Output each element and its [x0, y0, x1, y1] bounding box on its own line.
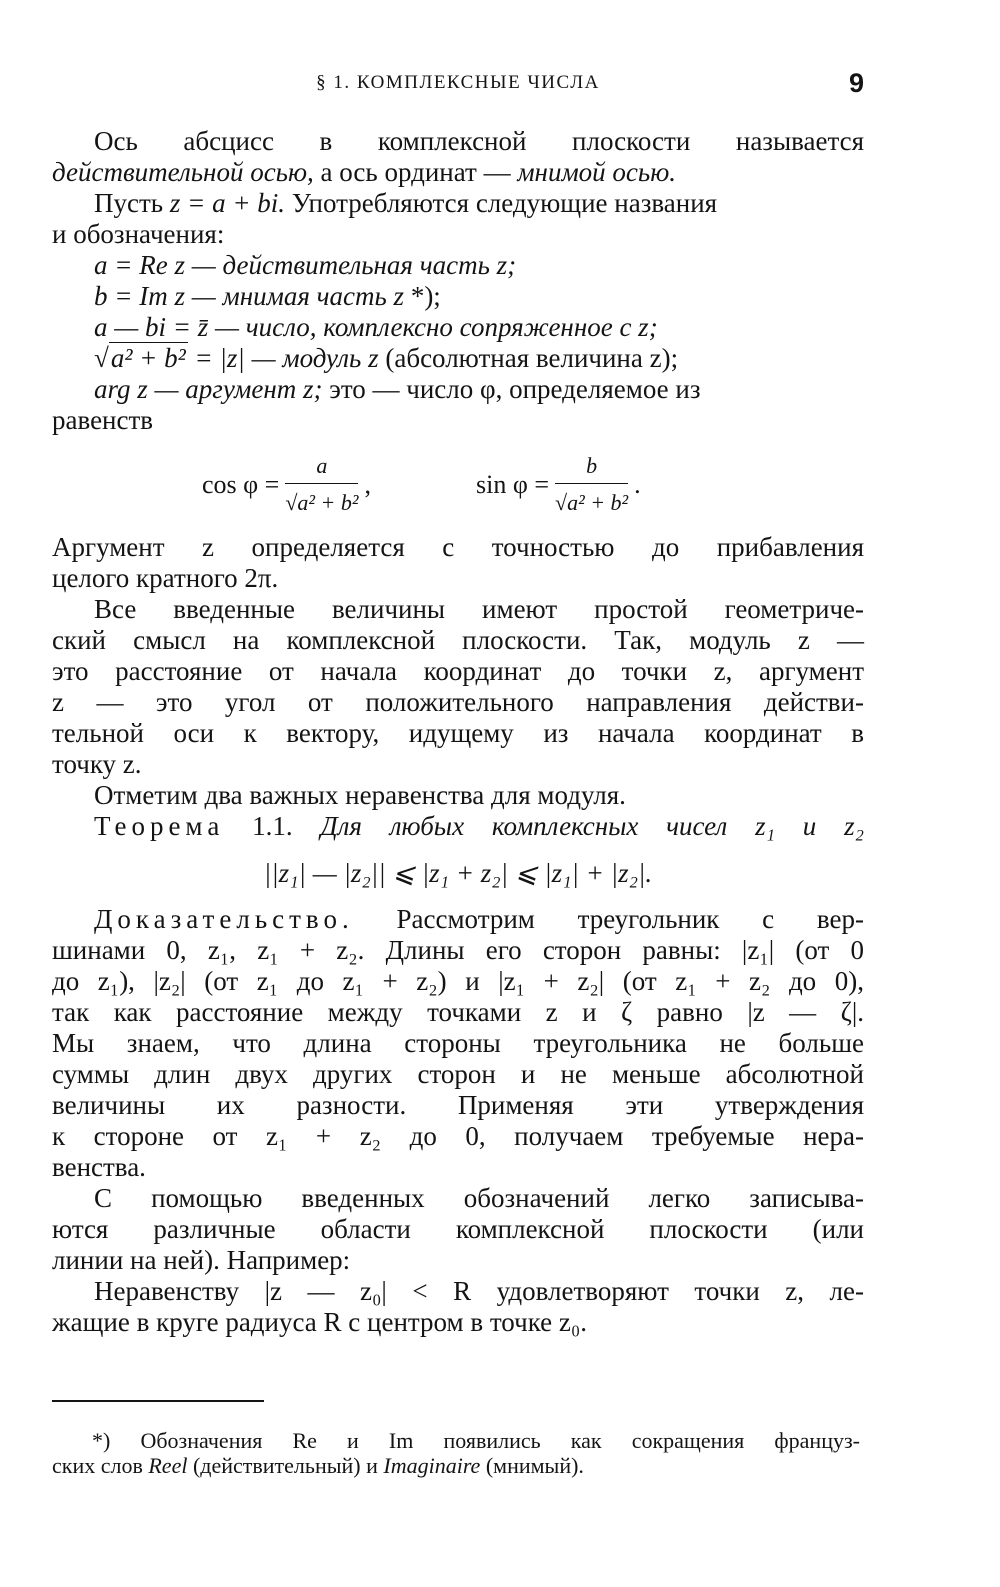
page-number: 9 [848, 68, 864, 98]
definition-text: число, комплексно сопряженное с z; [245, 312, 658, 342]
paragraph-disk [52, 1276, 864, 1338]
term-reel: Reel [148, 1453, 188, 1478]
text-line: суммы длин двух других сторон и не меньше абсолютной [52, 1059, 864, 1089]
page-body [52, 126, 864, 1338]
term-imaginary-axis: мнимой осью. [517, 157, 676, 187]
triangle-inequality: ||z₁| — |z₂|| ⩽ |z₁ + z₂| ⩽ |z₁| + |z₂|. [263, 858, 653, 888]
paragraph-regions [52, 1183, 864, 1276]
text-line: Ось абсцисс в комплексной плоскости называется [94, 126, 864, 156]
footnote-marker: *); [404, 281, 441, 311]
definition-text: аргумент z; [185, 374, 323, 404]
numerator: b [586, 453, 598, 478]
formula-lhs: sin φ = [476, 469, 550, 499]
text-line: так как расстояние между точками z и ζ равно |z — ζ|. [52, 997, 864, 1027]
running-header [52, 62, 864, 106]
text-line: Отметим два важных неравенства для модуля. [94, 780, 626, 810]
text-fragment: а ось ординат — [313, 157, 518, 187]
math-expression: arg z — [94, 374, 186, 404]
definition-imag-part [52, 281, 864, 312]
text-fragment: (абсолютная величина z); [378, 343, 679, 373]
text-line: это расстояние от начала координат до точки z, аргумент [52, 656, 864, 686]
footnote-line [52, 1453, 860, 1478]
text-line [52, 904, 864, 935]
math-expression: = |z| — [187, 343, 283, 373]
text-line: жащие в круге радиуса R с центром в точке z₀. [52, 1307, 588, 1337]
section-title: § 1. КОМПЛЕКСНЫЕ ЧИСЛА [316, 72, 600, 93]
theorem-label: Теорема [94, 811, 225, 841]
proof-label: Доказательство. [94, 904, 354, 934]
paragraph-geometry [52, 594, 864, 780]
denominator: √a² + b² [555, 483, 628, 518]
text-line: линии на ней). Например: [52, 1245, 351, 1275]
text-line: Неравенству |z — z₀| < R удовлетворяют точки z, ле- [94, 1276, 864, 1306]
definition-conjugate [52, 312, 864, 343]
text-fragment: это — число φ, определяемое из [322, 374, 701, 404]
definition-modulus [52, 343, 864, 374]
footnote [52, 1428, 860, 1478]
text-line: величины их разности. Применяя эти утверждения [52, 1090, 864, 1120]
formula-cos-sin [52, 436, 864, 532]
text-line: Все введенные величины имеют простой геометриче- [94, 594, 864, 624]
formula-sin [476, 436, 641, 532]
text-line: Аргумент z определяется с точностью до прибавления [52, 532, 864, 562]
radicand: a² + b² [110, 343, 186, 373]
definition-text: действительная часть z; [222, 250, 517, 280]
separator: . [634, 469, 641, 499]
text-line: венства. [52, 1152, 146, 1182]
definition-list [52, 250, 864, 436]
proof [52, 904, 864, 1183]
text-line: тельной оси к вектору, идущему из начала координат в [52, 718, 864, 748]
definition-real-part [52, 250, 864, 281]
text-fragment: ских слов [52, 1453, 149, 1478]
text-line [52, 188, 864, 219]
theorem-number: 1.1. [224, 811, 321, 841]
text-line: к стороне от z₁ + z₂ до 0, получаем требуемые нера- [52, 1121, 864, 1151]
separator: , [364, 469, 371, 499]
footnote-line: *) Обозначения Re и Im появились как сокращения француз- [92, 1428, 860, 1453]
paragraph-notation [52, 188, 864, 250]
text-line: и обозначения: [52, 219, 225, 249]
text-line: Мы знаем, что длина стороны треугольника не больше [52, 1028, 864, 1058]
text-line [52, 157, 864, 188]
text-fragment: (действительный) и [187, 1453, 384, 1478]
text-fragment: (мнимый). [480, 1453, 584, 1478]
definition-argument [52, 374, 864, 405]
term-real-axis: действительной осью, [52, 157, 314, 187]
fraction [285, 450, 358, 518]
term-imaginaire: Imaginaire [383, 1453, 481, 1478]
denominator: √a² + b² [285, 483, 358, 518]
text-line: точку z. [52, 749, 142, 779]
paragraph-axes [52, 126, 864, 188]
formula-cos [202, 436, 371, 532]
definition-text: мнимая часть z [222, 281, 405, 311]
text-line: ются различные области комплексной плоскости (или [52, 1214, 864, 1244]
footnote-divider [52, 1400, 264, 1402]
text-fragment: Рассмотрим треугольник с вер- [353, 904, 864, 934]
radicand: a² + b² [297, 490, 359, 515]
math-expression: a — bi = z̄ — [94, 312, 246, 342]
text-line: целого кратного 2π. [52, 563, 279, 593]
theorem-text: Для любых комплексных чисел z₁ и z₂ [320, 811, 864, 841]
text-line: ский смысл на комплексной плоскости. Так, модуль z — [52, 625, 864, 655]
formula-lhs: cos φ = [202, 469, 280, 499]
numerator: a [316, 453, 328, 478]
text-fragment: Употребляются следующие названия [285, 188, 718, 218]
sqrt-expression: √a² + b² [94, 343, 186, 373]
theorem-statement [52, 811, 864, 842]
radicand: a² + b² [567, 490, 629, 515]
text-line: шинами 0, z₁, z₁ + z₂. Длины его сторон равны: |z₁| (от 0 [52, 935, 864, 965]
text-line: z — это угол от положительного направления действи- [52, 687, 864, 717]
text-line: равенств [52, 405, 154, 435]
definition-text: модуль z [282, 343, 379, 373]
fraction [555, 450, 628, 518]
math-expression: b = Im z — [94, 281, 223, 311]
text-line: до z₁), |z₂| (от z₁ до z₁ + z₂) и |z₁ + z₂| (от z₁ + z₂ до 0), [52, 966, 864, 996]
math-expression: a = Re z — [94, 250, 223, 280]
text-line: С помощью введенных обозначений легко записыва- [94, 1183, 864, 1213]
paragraph-argument [52, 532, 864, 594]
math-expression: z = a + bi. [169, 188, 286, 218]
text-fragment: Пусть [94, 188, 170, 218]
